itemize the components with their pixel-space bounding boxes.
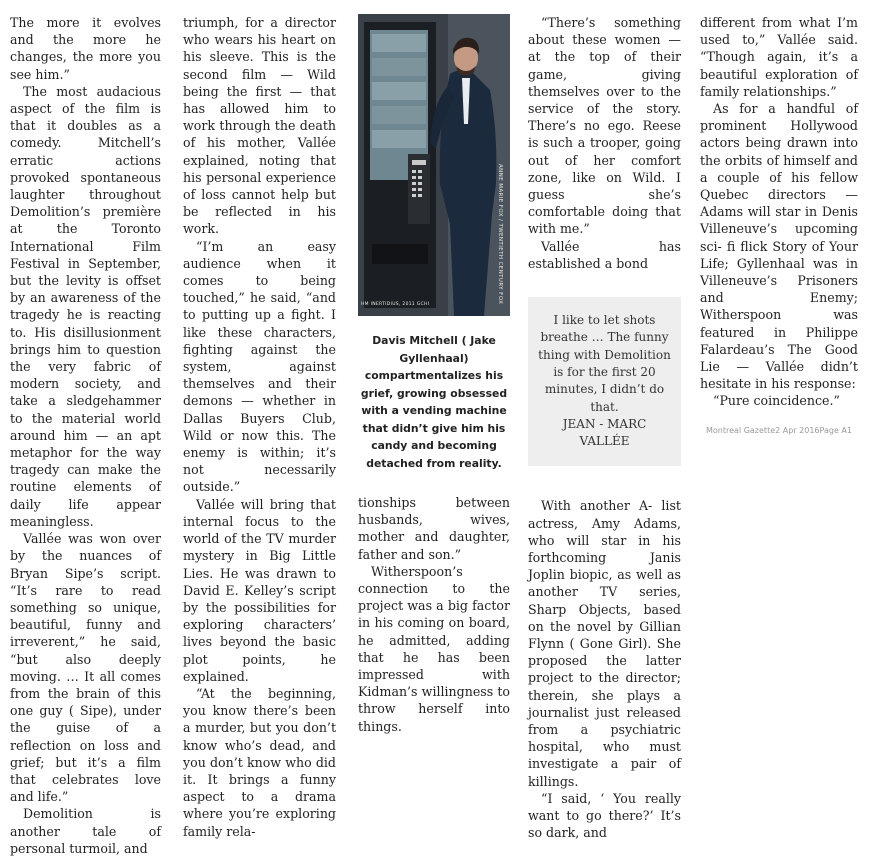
paragraph: Witherspoon’s connection to the project was a big factor in his coming on board, he admitted, adding that he has been impressed with Kidman’s willingness to throw herself into things. — [358, 563, 510, 734]
photo-caption: Davis Mitchell ( Jake Gyllenhaal) compartmentalizes his grief, growing obsessed with a vending machine that didn’t give him his candy and becoming detached from reality. — [360, 334, 508, 470]
photo-credit: ANNE MARIE FOX / TWENTIETH CENTURY FOX — [497, 164, 503, 305]
paragraph: different from what I’m used to,” Vallée said. “Though again, it’s a beautiful exploration of family relationships.” — [700, 15, 858, 99]
paragraph: As for a handful of prominent Hollywood actors being drawn into the orbits of himself and a couple of his fellow Quebec directors — Adams will star in Denis Villeneuve’s upcoming sci- fi flick Story of Your Life; Gyllenhaal was in Villeneuve’s Prisoners and Enemy; Witherspoon was featured in Philippe Falardeau’s The Good Lie — Vallée didn’t hesitate in his response: — [700, 101, 858, 392]
paragraph: “Pure coincidence.” — [713, 393, 840, 409]
paragraph: “I said, ‘ You really want to go there?’ It’s so dark, and — [528, 790, 681, 841]
column-3-text — [358, 494, 510, 735]
paragraph: “There’s something about these women — at the top of their game, giving themselves over to the service of the story. There’s no ego. Reese is such a trooper, going out of her comfort zone, like on Wild. I guess she’s comfortable doing that with me.” — [528, 15, 681, 237]
paragraph: “At the beginning, you know there’s been a murder, but you don’t know who’s dead, and you don’t know who did it. It brings a funny aspect to a drama where you’re exploring family rela- — [183, 685, 336, 839]
paragraph: Vallée will bring that internal focus to the world of the TV murder mystery in Big Little Lies. He was drawn to David E. Kelley’s script by the possibilities for exploring characters’ lives beyond the basic plot points, he explained. — [183, 496, 336, 684]
photo-credit-small: HM INERTIDIUS, 2011 GCHI — [361, 301, 430, 307]
pull-quote — [528, 297, 681, 466]
paragraph: Demolition is another tale of personal turmoil, and — [10, 806, 161, 856]
article-photo — [358, 14, 510, 316]
pull-quote-attribution: JEAN - MARC VALLÉE — [562, 416, 647, 449]
paragraph: “I’m an easy audience when it comes to being touched,” he said, “and to putting up a fight. I like these characters, fighting against the system, against themselves and their demons — whether in Dallas Buyers Club, Wild or now this. The enemy is within; it’s not necessarily outside.” — [183, 238, 336, 495]
pull-quote-text: I like to let shots breathe … The funny thing with Demolition is for the first 20 minutes, I didn’t do that. — [538, 313, 671, 414]
paragraph: tionships between husbands, wives, mother and daughter, father and son.” — [358, 495, 510, 562]
article-column-5 — [700, 14, 858, 439]
photo-illustration — [358, 14, 510, 316]
paragraph: The most audacious aspect of the film is that it doubles as a comedy. Mitchell’s erratic actions provoked spontaneous laughter throughout Demolition’s première at the Toronto International Film Festival in September, but the levity is offset by an awareness of the tragedy he is reacting to. His disillusionment brings him to question the very fabric of modern society, and take a sledgehammer to the material world around him — an apt metaphor for the way tragedy can make the routine elements of daily life appear meaningless. — [10, 83, 161, 529]
source-line: Montreal Gazette2 Apr 2016Page A1 — [706, 425, 852, 435]
column-4-text-after — [528, 497, 681, 841]
article-column-3 — [358, 14, 510, 735]
paragraph: triumph, for a director who wears his heart on his sleeve. This is the second film — Wild being the first — that has allowed him to work through the death of his mother, Vallée explained, noting that his personal experience of loss cannot help but be reflected in his work. — [183, 15, 336, 237]
paragraph: With another A- list actress, Amy Adams, who will star in his forthcoming Janis Joplin biopic, as well as another TV series, Sharp Objects, based on the novel by Gillian Flynn ( Gone Girl). She proposed the latter project to the director; therein, she plays a journalist just released from a psychiatric hospital, who must investigate a pair of killings. — [528, 498, 681, 789]
paragraph: The more it evolves and the more he changes, the more you see him.” — [10, 15, 161, 82]
article-column-2 — [183, 14, 336, 840]
article-column-1 — [10, 14, 161, 857]
paragraph: Vallée was won over by the nuances of Bryan Sipe’s script. “It’s rare to read something so unique, beautiful, funny and irreverent,” he said, “but also deeply moving. … It all comes from the brain of this one guy ( Sipe), under the guise of a reflection on loss and grief; but it’s a film that celebrates love and life.” — [10, 531, 161, 805]
article-column-4 — [528, 14, 681, 841]
paragraph: Vallée has established a bond — [528, 238, 681, 271]
